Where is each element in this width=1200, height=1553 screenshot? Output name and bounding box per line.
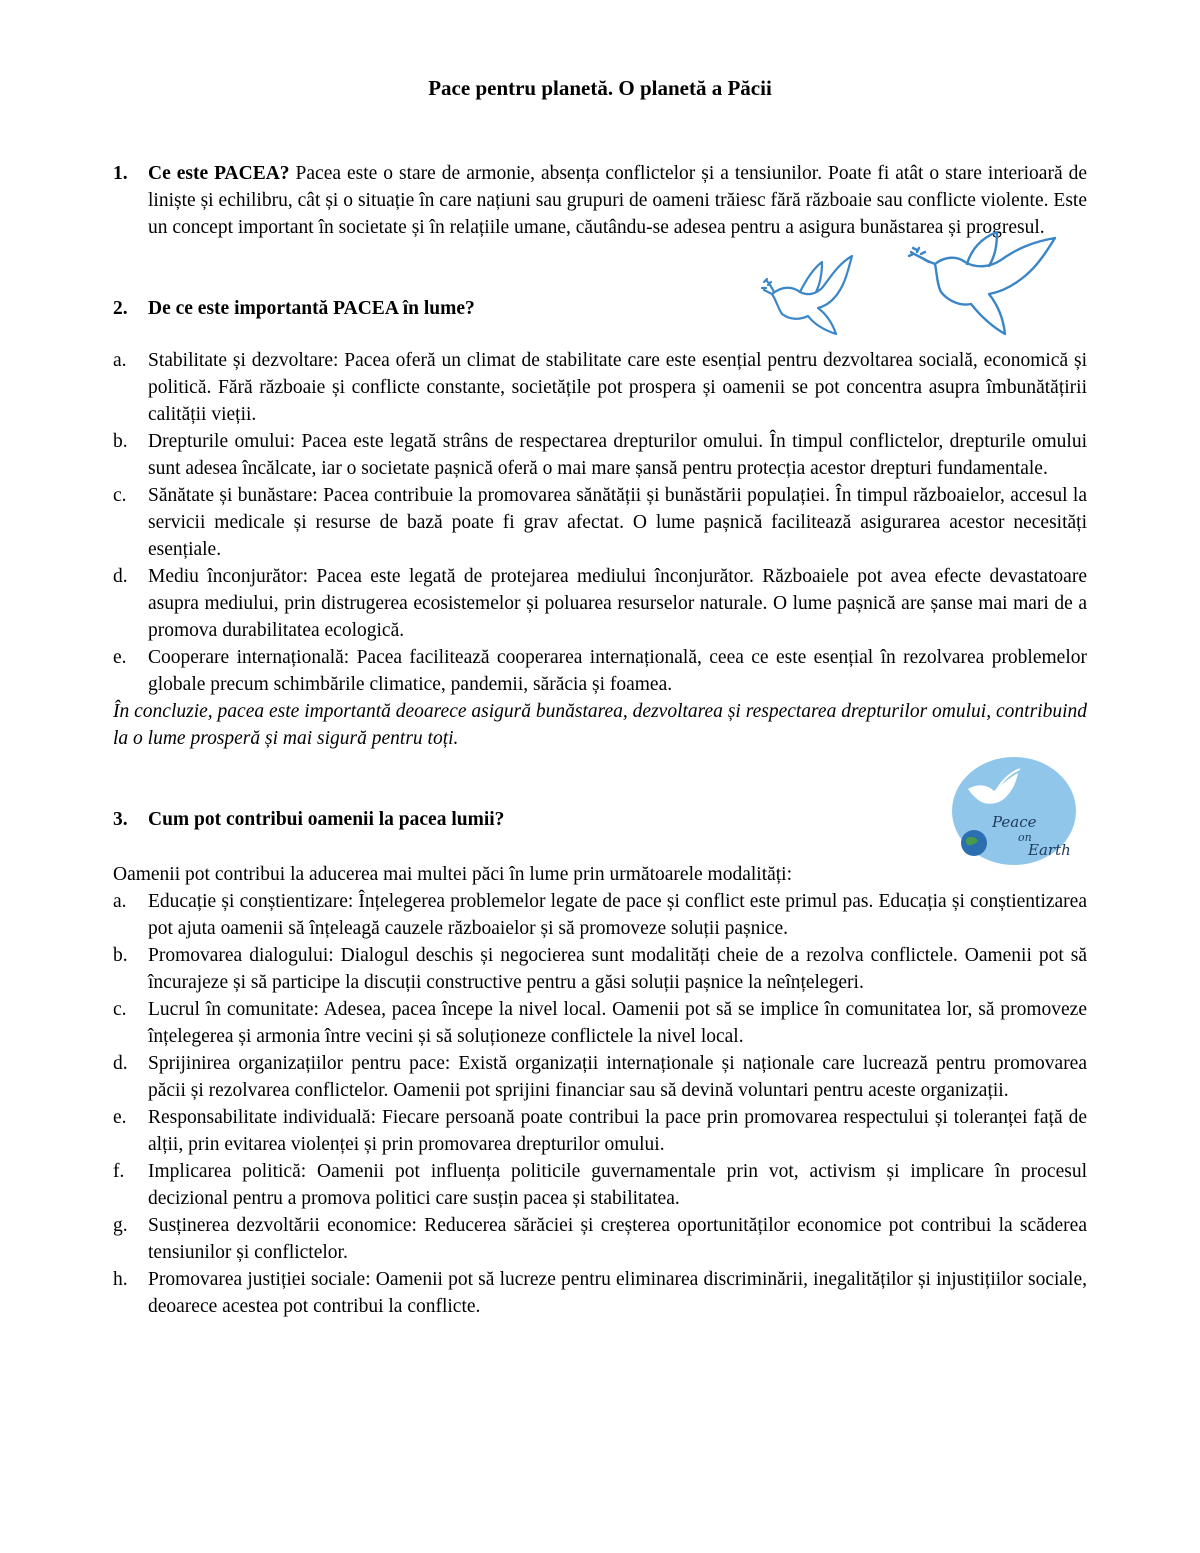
- list-item: e. Responsabilitate individuală: Fiecare persoană poate contribui la pace prin promovarea respectului și toleranței față de alții, prin evitarea violenței și prin promovarea drepturilor omului.: [113, 1107, 1087, 1155]
- section-number: 1.: [113, 163, 128, 184]
- badge-text-earth: Earth: [1028, 841, 1071, 859]
- list-item: h. Promovarea justiției sociale: Oamenii pot să lucreze pentru eliminarea discriminării, inegalităților și injustițiilor sociale, deoarece acestea pot contribui la conflicte.: [113, 1269, 1087, 1317]
- section-question: Cum pot contribui oamenii la pacea lumii?: [148, 809, 505, 830]
- dove-large-icon: [905, 230, 1065, 345]
- peace-on-earth-badge: [948, 755, 1078, 870]
- section-number: 3.: [113, 809, 128, 830]
- list-item: a. Educație și conștientizare: Înțelegerea problemelor legate de pace și conflict este primul pas. Educația și conștientizarea pot ajuta oamenii să înțeleagă cauzele războaielor și să promoveze soluții pașnice.: [113, 891, 1087, 939]
- list-item: g. Susținerea dezvoltării economice: Reducerea sărăciei și creșterea oportunităților economice pot contribui la scăderea tensiunilor și conflictelor.: [113, 1215, 1087, 1263]
- badge-text-peace: Peace: [992, 813, 1037, 831]
- section-intro: Oamenii pot contribui la aducerea mai multei păci în lume prin următoarele modalități:: [113, 864, 793, 885]
- list-item: d. Mediu înconjurător: Pacea este legată de protejarea mediului înconjurător. Războaiele pot avea efecte devastatoare asupra mediului, prin distrugerea ecosistemelor și poluarea resurselor naturale. O lume pașnică are șanse mai mari de a promova durabilitatea ecologică.: [113, 566, 1087, 641]
- list-item: b. Drepturile omului: Pacea este legată strâns de respectarea drepturilor omului. În timpul conflictelor, drepturile omului sunt adesea încălcate, iar o societate pașnică oferă o mai mare șansă pentru protecția acestor drepturi fundamentale.: [113, 431, 1087, 479]
- section-question: Ce este PACEA?: [148, 163, 290, 184]
- section-3-heading: [113, 806, 1087, 833]
- list-item: c. Lucrul în comunitate: Adesea, pacea începe la nivel local. Oamenii pot să se implice în comunitatea lor, să promoveze înțelegerea și armonia între vecini și să soluționeze conflictele la nivel local.: [113, 999, 1087, 1047]
- dove-small-icon: [760, 250, 870, 345]
- page-title: Pace pentru planetă. O planetă a Păcii: [428, 76, 772, 100]
- list-item: f. Implicarea politică: Oamenii pot influența politicile guvernamentale prin vot, activism și implicare în procesul decizional pentru a promova politici care susțin pacea și stabilitatea.: [113, 1161, 1087, 1209]
- list-item: e. Cooperare internațională: Pacea facilitează cooperarea internațională, ceea ce este esențial în rezolvarea problemelor globale precum schimbările climatice, pandemii, sărăcia și foamea.: [113, 647, 1087, 695]
- section-number: 2.: [113, 298, 128, 319]
- section-2-list: [113, 347, 1087, 752]
- section-question: De ce este importantă PACEA în lume?: [148, 298, 475, 319]
- list-item: c. Sănătate și bunăstare: Pacea contribuie la promovarea sănătății și bunăstării populației. În timpul războaielor, accesul la servicii medicale și resurse de bază poate fi grav afectat. O lume pașnică facilitează asigurarea acestor necesități esențiale.: [113, 485, 1087, 560]
- section-1: [113, 160, 1087, 241]
- list-item: d. Sprijinirea organizațiilor pentru pace: Există organizații internaționale și naționale care lucrează pentru promovarea păcii și rezolvarea conflictelor. Oamenii pot sprijini financiar sau să devină voluntari pentru aceste organizații.: [113, 1053, 1087, 1101]
- conclusion: În concluzie, pacea este importantă deoarece asigură bunăstarea, dezvoltarea și respectarea drepturilor omului, contribuind la o lume prosperă și mai sigură pentru toți.: [113, 701, 1087, 749]
- section-3-list: [113, 861, 1087, 1320]
- section-text: Pacea este o stare de armonie, absența conflictelor și a tensiunilor. Poate fi atât o stare interioară de liniște și echilibru, cât și o situație în care națiuni sau grupuri de oameni trăiesc fără războaie sau conflicte violente. Este un concept important în societate și în relațiile umane, căutându-se adesea pentru a asigura bunăstarea și progresul.: [148, 163, 1087, 238]
- list-item: b. Promovarea dialogului: Dialogul deschis și negocierea sunt modalități cheie de a rezolva conflictele. Oamenii pot să încurajeze și să participe la discuții constructive pentru a găsi soluții pașnice la neînțelegeri.: [113, 945, 1087, 993]
- list-item: a. Stabilitate și dezvoltare: Pacea oferă un climat de stabilitate care este esențial pentru dezvoltarea socială, economică și politică. Fără războaie și conflicte constante, societățile pot prospera și oamenii se pot concentra asupra îmbunătățirii calității vieții.: [113, 350, 1087, 425]
- badge-text-on: on: [1018, 831, 1032, 844]
